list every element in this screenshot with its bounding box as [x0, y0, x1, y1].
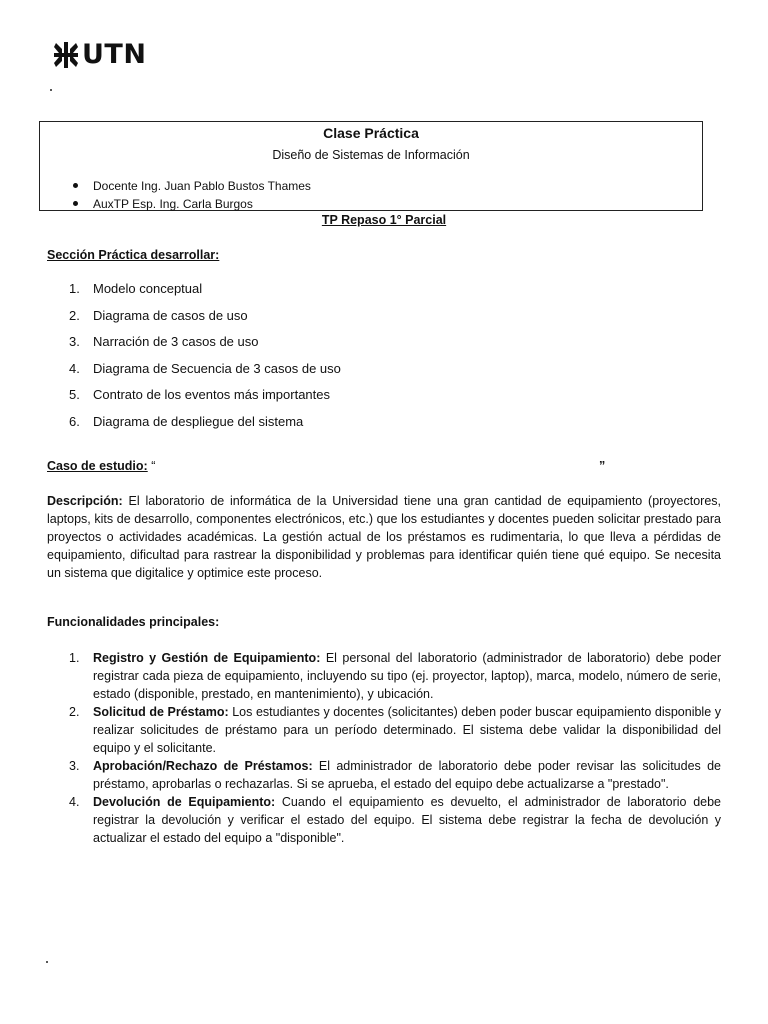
- close-quote: ”: [599, 459, 606, 473]
- list-item: 4. Diagrama de Secuencia de 3 casos de uso: [69, 360, 341, 376]
- list-item: 6. Diagrama de despliegue del sistema: [69, 413, 304, 429]
- page-title: Clase Práctica: [323, 125, 419, 141]
- description-text: El laboratorio de informática de la Universidad tiene una gran cantidad de equipamiento (proyectores, laptops, kits de desarrollo, componentes electrónicos, etc.) que los estudiantes y docentes pueden solicitar prestado para proyectos o actividades académicas. La gestión actual de los préstamos es rudimentaria, lo que lleva a pérdidas de equipamiento, dificultad para rastrear la disponibilidad y problemas para identificar quién tiene qué equipo. Se necesita un sistema que digitalice y optimice este proceso.: [47, 494, 721, 580]
- open-quote: “: [151, 459, 156, 473]
- section-heading: Sección Práctica desarrollar:: [47, 248, 220, 262]
- features-heading: Funcionalidades principales:: [47, 615, 220, 629]
- staff-item: AuxTP Esp. Ing. Carla Burgos: [40, 195, 311, 213]
- utn-logo: [54, 40, 146, 70]
- feature-item: 1. Registro y Gestión de Equipamiento: El personal del laboratorio (administrador de laboratorio) debe poder registrar cada pieza de equipamiento, incluyendo su tipo (ej. proyector, laptop), marca, modelo, número de serie, estado (disponible, prestado, en mantenimiento), y ubicación.: [69, 651, 721, 701]
- list-item: 3. Narración de 3 casos de uso: [69, 334, 259, 350]
- staff-item: Docente Ing. Juan Pablo Bustos Thames: [40, 177, 311, 195]
- feature-item: 4. Devolución de Equipamiento: Cuando el equipamiento es devuelto, el administrador de laboratorio debe registrar la devolución y verificar el estado del equipo. El sistema debe registrar la fecha de devolución y actualizar el estado del equipo a "disponible".: [69, 795, 721, 845]
- staff-list: [40, 177, 311, 213]
- description-label: Descripción:: [47, 494, 123, 508]
- practice-list: [47, 280, 707, 440]
- description-paragraph: [47, 492, 721, 582]
- feature-item: 3. Aprobación/Rechazo de Préstamos: El administrador de laboratorio debe poder revisar las solicitudes de préstamo, aprobarlas o rechazarlas. Si se aprueba, el estado del equipo debe actualizarse a "prestado".: [69, 759, 721, 791]
- feature-item: 2. Solicitud de Préstamo: Los estudiantes y docentes (solicitantes) deben poder buscar equipamiento disponible y realizar solicitudes de préstamo para un período determinado. El sistema debe validar la disponibilidad del equipo y el solicitante.: [69, 705, 721, 755]
- dot-mark: [46, 961, 48, 963]
- features-list: [47, 649, 721, 847]
- list-item: 1. Modelo conceptual: [69, 281, 203, 296]
- utn-emblem-icon: [54, 42, 78, 68]
- logo-text: UTN: [82, 39, 147, 70]
- header-box: [39, 121, 703, 211]
- bullet-icon: [73, 201, 78, 206]
- case-study-label: Caso de estudio:: [47, 459, 148, 473]
- list-item: 5. Contrato de los eventos más importantes: [69, 387, 331, 403]
- list-item: 2. Diagrama de casos de uso: [69, 307, 248, 323]
- page-subtitle: Diseño de Sistemas de Información: [272, 148, 470, 162]
- bullet-icon: [73, 183, 78, 188]
- tp-title: TP Repaso 1° Parcial: [321, 213, 447, 227]
- case-study-line: [47, 458, 727, 476]
- dot-mark: [50, 89, 52, 91]
